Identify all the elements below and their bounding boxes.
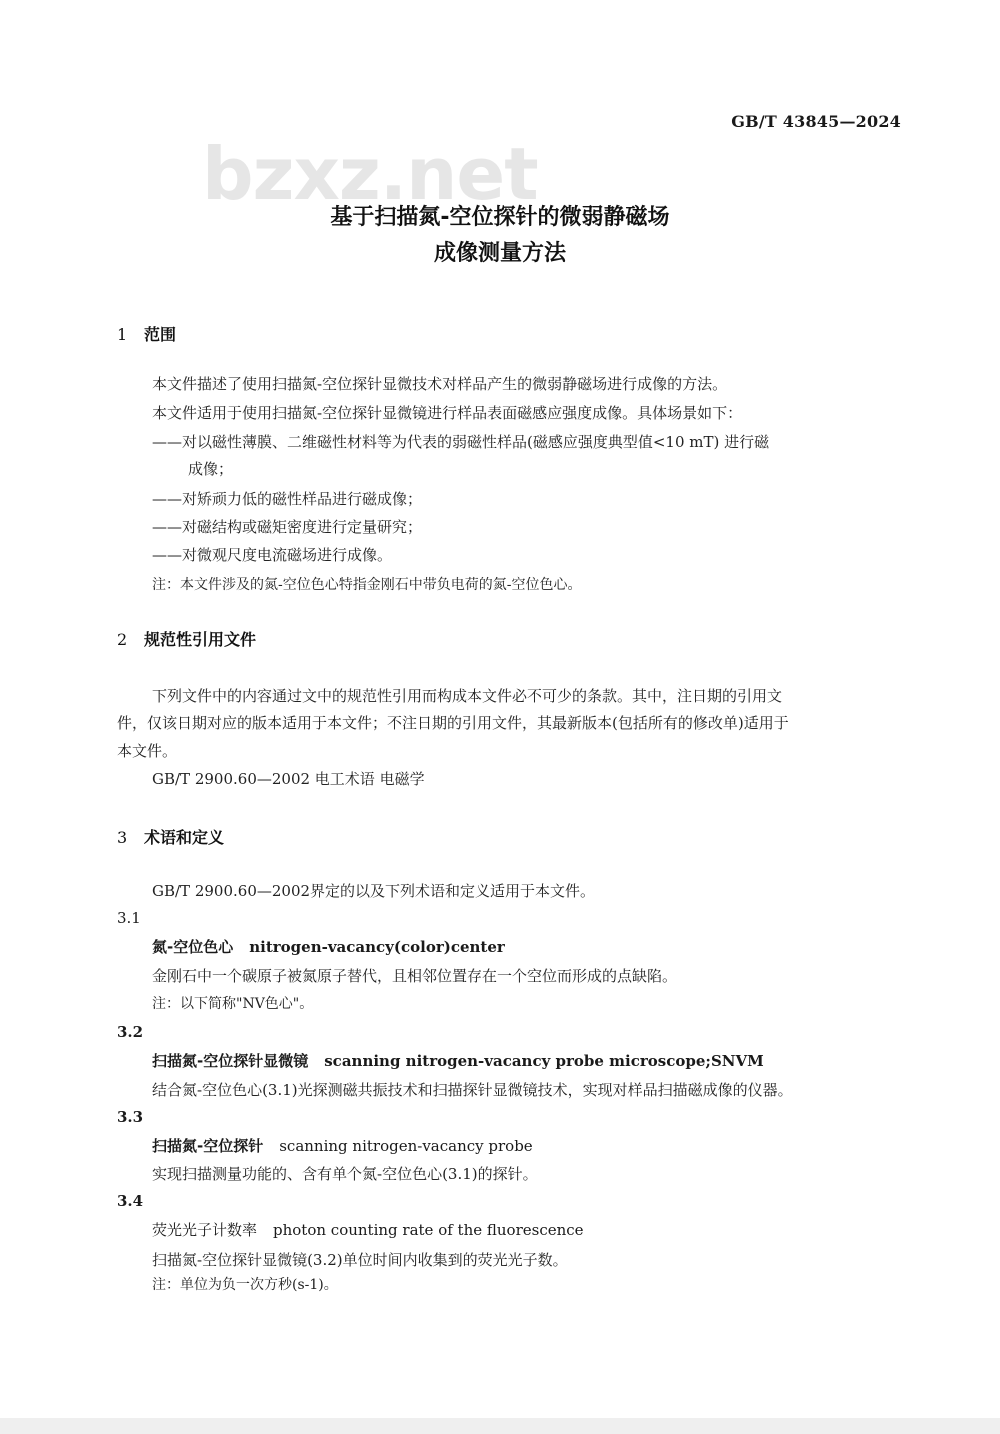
section-title: 术语和定义 — [144, 828, 225, 847]
term-zh: 扫描氮-空位探针显微镜 — [152, 1052, 309, 1070]
paragraph: GB/T 2900.60—2002界定的以及下列术语和定义适用于本文件。 — [152, 882, 596, 900]
term-definition: 实现扫描测量功能的、含有单个氮-空位色心(3.1)的探针。 — [152, 1165, 538, 1183]
paragraph: 本文件描述了使用扫描氮-空位探针显微技术对样品产生的微弱静磁场进行成像的方法。 — [152, 375, 728, 393]
section-number: 2 — [117, 630, 128, 649]
list-item-continuation: 成像； — [188, 460, 234, 478]
term-en: scanning nitrogen-vacancy probe — [279, 1137, 533, 1155]
section-2-heading — [117, 627, 256, 650]
note: 注：本文件涉及的氮-空位色心特指金刚石中带负电荷的氮-空位色心。 — [152, 577, 582, 593]
document-title-line1: 基于扫描氮-空位探针的微弱静磁场 — [330, 205, 670, 230]
watermark: bzxz.net — [202, 132, 538, 216]
section-title: 规范性引用文件 — [144, 630, 257, 649]
note: 注：以下简称"NV色心"。 — [152, 996, 314, 1012]
term-entry — [152, 1050, 764, 1071]
page-bottom-edge — [0, 1418, 1000, 1434]
section-number: 1 — [117, 325, 128, 344]
section-title: 范围 — [144, 325, 177, 344]
section-number: 3 — [117, 828, 128, 847]
term-en: scanning nitrogen-vacancy probe microscope;SNVM — [324, 1052, 764, 1070]
term-number: 3.2 — [117, 1023, 144, 1041]
section-3-heading — [117, 825, 224, 848]
term-number: 3.1 — [117, 909, 141, 927]
note: 注：单位为负一次方秒(s-1)。 — [152, 1277, 338, 1293]
term-en: photon counting rate of the fluorescence — [273, 1221, 584, 1239]
term-entry — [152, 936, 505, 957]
term-definition: 扫描氮-空位探针显微镜(3.2)单位时间内收集到的荧光光子数。 — [152, 1251, 568, 1269]
list-item: ——对微观尺度电流磁场进行成像。 — [152, 546, 393, 564]
term-en: nitrogen-vacancy(color)center — [249, 938, 505, 956]
normative-reference: GB/T 2900.60—2002 电工术语 电磁学 — [152, 770, 425, 788]
paragraph-line: 件，仅该日期对应的版本适用于本文件；不注日期的引用文件，其最新版本(包括所有的修改单)适用于 — [117, 714, 789, 732]
term-zh: 氮-空位色心 — [152, 938, 234, 956]
paragraph: 本文件适用于使用扫描氮-空位探针显微镜进行样品表面磁感应强度成像。具体场景如下： — [152, 404, 743, 422]
list-item: ——对矫顽力低的磁性样品进行磁成像； — [152, 490, 423, 508]
term-zh: 荧光光子计数率 — [152, 1221, 258, 1239]
term-number: 3.4 — [117, 1192, 144, 1210]
document-title-line2: 成像测量方法 — [433, 241, 566, 266]
paragraph-line: 下列文件中的内容通过文中的规范性引用而构成本文件必不可少的条款。其中，注日期的引用文 — [152, 687, 783, 705]
term-entry — [152, 1219, 584, 1240]
term-entry — [152, 1135, 533, 1156]
term-definition: 金刚石中一个碳原子被氮原子替代，且相邻位置存在一个空位而形成的点缺陷。 — [152, 967, 678, 985]
section-1-heading — [117, 322, 176, 345]
standard-number: GB/T 43845—2024 — [731, 112, 901, 131]
list-item: ——对以磁性薄膜、二维磁性材料等为代表的弱磁性样品(磁感应强度典型值<10 mT) 进行磁 — [152, 433, 770, 451]
term-definition: 结合氮-空位色心(3.1)光探测磁共振技术和扫描探针显微镜技术，实现对样品扫描磁成像的仪器。 — [152, 1081, 793, 1099]
term-zh: 扫描氮-空位探针 — [152, 1137, 264, 1155]
paragraph-line: 本文件。 — [117, 742, 178, 760]
list-item: ——对磁结构或磁矩密度进行定量研究； — [152, 518, 423, 536]
term-number: 3.3 — [117, 1108, 144, 1126]
